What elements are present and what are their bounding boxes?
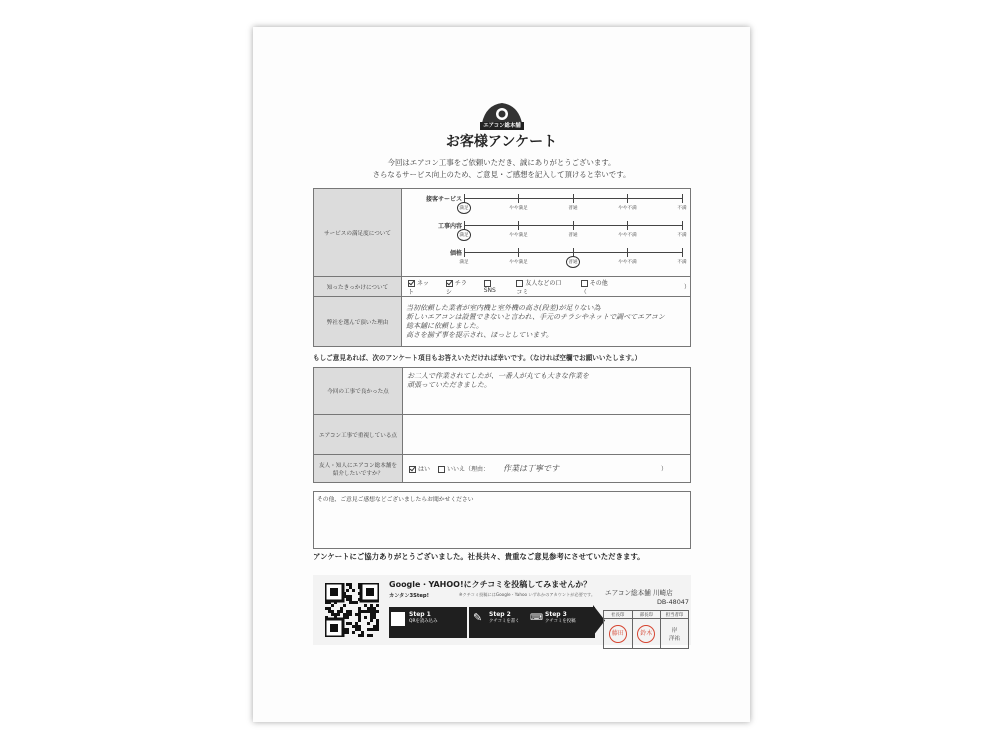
reason-line-3: 総本舗に依頼しました。 (406, 321, 483, 330)
scale-tick[interactable] (573, 221, 574, 230)
source-checkbox[interactable] (516, 280, 523, 287)
survey-sheet (253, 27, 750, 722)
good-points-label: 今回の工事で良かった点 (314, 368, 403, 415)
store-name: エアコン総本舗 川崎店 (605, 589, 673, 597)
store-code: DB-48047 (657, 598, 689, 606)
stamp-table (603, 610, 689, 649)
step-2-title: Step 2 (489, 611, 511, 618)
scale-name: 価格 (449, 250, 462, 257)
other-comments-label: その他、ご意見ご感想などございましたらお聞かせください (317, 497, 474, 503)
intro-line-1: 今回はエアコン工事をご依頼いただき、誠にありがとうございます。 (387, 158, 616, 167)
source-option-label: その他（ (580, 279, 608, 296)
staff-name-top: 岸 (671, 627, 678, 634)
scale-tick[interactable] (464, 248, 465, 257)
brand-logo (474, 99, 530, 133)
source-checkbox[interactable] (408, 280, 415, 287)
source-option-label: 友人などの口コミ (516, 279, 562, 296)
satisfaction-scales (402, 189, 690, 276)
thanks-message: アンケートにご協力ありがとうございました。社長共々、貴重なご意見参考にさせていただきます。 (313, 552, 645, 561)
source-checkbox[interactable] (581, 280, 588, 287)
referral-label-line-2: 紹介したいですか？ (332, 470, 384, 477)
survey-table-2 (313, 367, 691, 483)
satisfaction-cell (402, 189, 691, 277)
scale-tick-label: やや不満 (618, 260, 637, 265)
source-label: 知ったきっかけについて (314, 277, 402, 297)
source-checkbox[interactable] (446, 280, 453, 287)
source-option[interactable] (446, 278, 470, 296)
stamp-header-president: 社長印 (604, 611, 633, 619)
scale-tick-label: 満足 (459, 233, 469, 238)
referral-yes-label: はい (418, 466, 431, 473)
step-1-title: Step 1 (409, 611, 431, 618)
scale-tick-label: 普通 (568, 206, 578, 211)
scale-tick-label: やや満足 (509, 260, 528, 265)
referral-yes-option[interactable] (409, 464, 430, 473)
scale-tick[interactable] (518, 248, 519, 257)
scale-tick-label: やや満足 (509, 206, 528, 211)
keyboard-icon: ⌨ (530, 613, 543, 623)
other-comments-box[interactable] (313, 491, 691, 549)
scale-tick-label: 満足 (459, 206, 469, 211)
followup-note: もしご意見あれば、次のアンケート項目もお答えいただければ幸いです。（なければ空欄でお願いいたします。） (313, 354, 642, 362)
reason-line-2: 新しいエアコンは設置できないと言われ、手元のチラシやネットで調べてエアコン (406, 312, 665, 321)
step-3-desc: クチコミを投稿 (545, 619, 576, 624)
source-checkbox[interactable] (484, 280, 491, 287)
scale-name: 工事内容 (437, 223, 462, 230)
president-seal: 藤田 (609, 625, 627, 643)
stamp-header-staff: 担当者印 (661, 611, 689, 619)
scale-tick[interactable] (627, 221, 628, 230)
page-title: お客様アンケート (445, 134, 558, 150)
reason-line-4: 高さを揃ず事を提示され、ほっとしています。 (406, 330, 553, 339)
selected-circle (457, 229, 471, 241)
logo-text: エアコン総本舗 (483, 123, 521, 129)
scale-tick-label: 満足 (459, 260, 469, 265)
scale-tick[interactable] (682, 248, 683, 257)
source-options (402, 278, 690, 296)
manager-seal: 鈴木 (637, 625, 655, 643)
good-points-answer[interactable] (403, 368, 691, 415)
referral-no-option[interactable] (438, 464, 489, 473)
referral-reason[interactable]: 作業は丁寧です (503, 464, 560, 473)
source-option[interactable] (484, 280, 503, 294)
source-option-label: チラシ (445, 279, 467, 296)
stamp-header-manager: 部長印 (632, 611, 661, 619)
scale-name: 接客サービス (425, 196, 462, 203)
referral-yes-checkbox[interactable] (409, 466, 416, 473)
qr-code-icon[interactable] (325, 583, 379, 637)
scale-tick[interactable] (518, 194, 519, 203)
reason-label: 弊社を選んで頂いた理由 (314, 297, 402, 347)
scale-tick[interactable] (682, 221, 683, 230)
source-cell (402, 277, 691, 297)
scale-tick-label: 普通 (568, 233, 578, 238)
banner-subnote: ※クチコミ投稿にはGoogle・Yahoo いずれかのアカウントが必要です。 (459, 592, 596, 597)
source-option[interactable] (516, 278, 566, 296)
step-1-desc: QRを読み込み (409, 619, 438, 624)
referral-no-checkbox[interactable] (438, 466, 445, 473)
scale-tick[interactable] (573, 194, 574, 203)
emphasis-label: エアコン工事で重視している点 (314, 415, 403, 455)
scale-tick[interactable] (627, 194, 628, 203)
source-close-paren: ） (683, 284, 690, 291)
good-points-line-2: 頑張っていただきました。 (407, 381, 491, 389)
selected-circle (566, 256, 580, 268)
scale-tick[interactable] (518, 221, 519, 230)
satisfaction-label: サービスの満足度について (314, 189, 402, 277)
scale-tick-label: やや不満 (618, 206, 637, 211)
scale-tick[interactable] (682, 194, 683, 203)
referral-no-label: いいえ（理由： (447, 466, 490, 473)
survey-table-1 (313, 188, 691, 347)
scale-tick-label: やや不満 (618, 233, 637, 238)
staff-name (661, 619, 689, 649)
step-3-title: Step 3 (545, 611, 567, 618)
selected-circle (457, 202, 471, 214)
reason-line-1: 当初依頼した業者が室内機と室外機の高さ(段差)が足りない為 (406, 303, 601, 312)
source-option[interactable] (581, 278, 610, 296)
step-2-desc: クチコミを書く (489, 619, 520, 624)
scale-tick-label: 普通 (568, 260, 578, 265)
source-option-label: SNS (483, 286, 496, 294)
source-option-label: ネット (408, 279, 430, 296)
referral-label-line-1: 友人・知人にエアコン総本舗を (318, 462, 398, 469)
scale-tick-label: 不満 (677, 206, 687, 211)
banner-headline: Google・YAHOO!にクチコミを投稿してみませんか？ (389, 580, 592, 589)
good-points-line-1: お二人で作業されてしたが、一番人が丸ても大きな作業を (407, 372, 589, 380)
scale-tick-label: 不満 (677, 260, 687, 265)
referral-answer (403, 455, 691, 483)
easy-steps-label: カンタン3Step! (389, 593, 429, 599)
scale-tick-label: やや満足 (509, 233, 528, 238)
emphasis-answer[interactable] (403, 415, 691, 455)
scale-tick[interactable] (627, 248, 628, 257)
source-option[interactable] (408, 278, 432, 296)
intro-line-2: さらなるサービス向上のため、ご意見・ご感想を記入して頂けると幸いです。 (372, 170, 631, 179)
referral-label (314, 455, 403, 483)
referral-close-paren: ） (661, 466, 668, 473)
staff-name-bottom: 洋祐 (668, 635, 681, 642)
pencil-icon: ✎ (473, 611, 483, 624)
scale-tick-label: 不満 (677, 233, 687, 238)
qr-step-icon (391, 612, 405, 626)
reason-answer[interactable] (402, 297, 691, 347)
